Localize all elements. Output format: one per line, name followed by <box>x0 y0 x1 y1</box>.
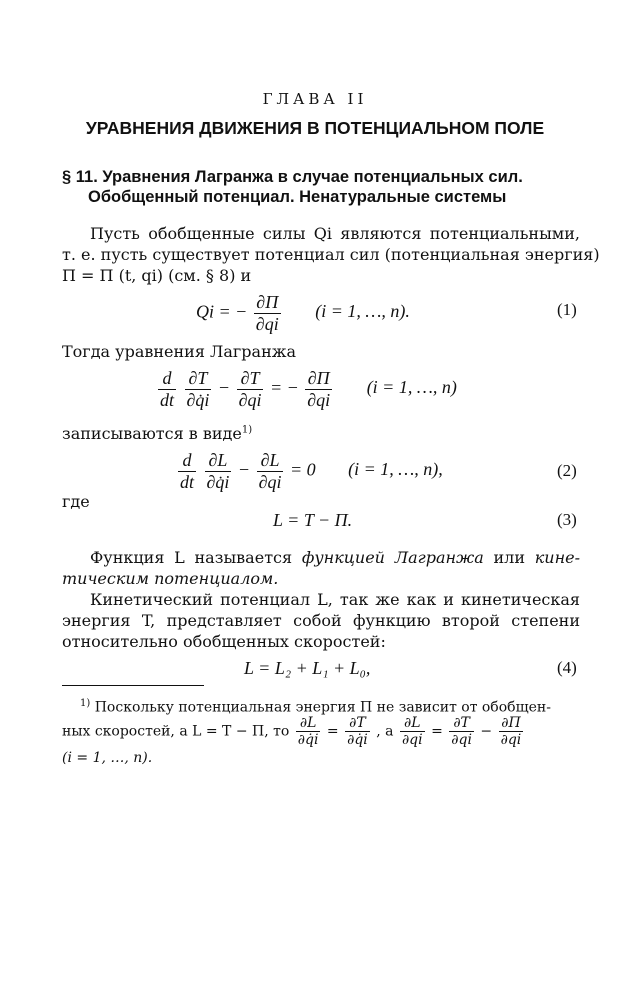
fn-f2num: ∂T <box>349 715 366 731</box>
para3-line3: относительно обобщенных скоростей: <box>62 632 386 651</box>
para3-line2: энергия T, представляет собой функцию второй степени <box>62 611 580 630</box>
eq1-num: ∂Π <box>256 292 279 312</box>
eq2-rhs: = 0 <box>289 459 316 480</box>
fn-a: , а <box>376 723 394 740</box>
eq2-den2: ∂qi <box>258 471 282 492</box>
eq1-fraction <box>254 292 281 334</box>
fn-f5den: ∂qi <box>500 732 522 749</box>
footnote-line3: (i = 1, …, n). <box>62 750 153 766</box>
lagr-den3: ∂qi <box>307 389 331 410</box>
equation-4: L = L₂ + L₁ + L₀, <box>244 658 371 678</box>
eq2-num2: ∂L <box>260 450 280 470</box>
section-heading-line2: Обобщенный потенциал. Ненатуральные системы <box>88 188 507 206</box>
fn-frac4 <box>449 715 474 748</box>
chapter-title: УРАВНЕНИЯ ДВИЖЕНИЯ В ПОТЕНЦИАЛЬНОМ ПОЛЕ <box>85 118 545 138</box>
para1-line2: т. е. пусть существует потенциал сил (потенциальная энергия) <box>62 245 600 264</box>
footnote-ref: 1) <box>241 424 253 436</box>
para1-line3: Π = Π (t, qi) (см. § 8) и <box>62 266 252 285</box>
fn-f2den: ∂q̇i <box>347 732 368 749</box>
fn-f1den: ∂q̇i <box>297 732 319 749</box>
fn-f4den: ∂qi <box>451 732 472 749</box>
eq1-den: ∂qi <box>255 313 279 334</box>
fn-f1num: ∂L <box>299 715 317 731</box>
fn-eq2: = <box>431 723 443 740</box>
eq2-num1: ∂L <box>208 450 228 470</box>
footnote-line1-text: Поскольку потенциальная энергия Π не зависит от обобщен- <box>90 699 551 716</box>
para3-line1: Кинетический потенциал L, так же как и кинетическая <box>90 590 580 609</box>
fn-frac3 <box>400 715 425 748</box>
para2-line2: тическим потенциалом. <box>62 569 279 588</box>
eq2-d: d <box>182 450 192 470</box>
para2-term: функцией Лагранжа <box>301 548 484 567</box>
footnote-line2-text: ных скоростей, а L = T − Π, то <box>62 723 290 740</box>
text-lagrange: Тогда уравнения Лагранжа <box>62 342 296 361</box>
equation-2 <box>176 450 443 492</box>
lagr-d: d <box>162 368 172 388</box>
lagr-frac1 <box>185 368 212 410</box>
fn-minus: − <box>480 723 493 740</box>
para1-line1: Пусть обобщенные силы Qi являются потенциальными, <box>90 224 580 243</box>
eq2-number: (2) <box>557 461 577 480</box>
section-heading-line1: § 11. Уравнения Лагранжа в случае потенциальных сил. <box>62 168 523 186</box>
eq2-minus: − <box>237 459 251 480</box>
eq1-condition: (i = 1, …, n). <box>315 301 410 322</box>
lagr-num1: ∂T <box>188 368 208 388</box>
equation-3: L = T − Π. <box>273 510 353 530</box>
eq2-dt: dt <box>180 471 195 492</box>
equation-1 <box>196 292 410 334</box>
para2-line1 <box>90 548 580 567</box>
lagr-den1: ∂q̇i <box>186 389 210 410</box>
footnote-line1 <box>80 698 551 716</box>
para2-c: или <box>483 548 535 567</box>
fn-frac5 <box>499 715 524 748</box>
fn-f5num: ∂Π <box>501 715 521 731</box>
para2-d: кине- <box>534 548 581 567</box>
lagr-minus: − <box>217 377 231 398</box>
lagr-ddt <box>158 368 176 410</box>
eq2-den1: ∂q̇i <box>206 471 230 492</box>
lagr-eqminus: = − <box>269 377 299 398</box>
lagr-frac3 <box>305 368 332 410</box>
fn-f3num: ∂L <box>404 715 421 731</box>
text-where: где <box>62 492 90 511</box>
lagr-dt: dt <box>160 389 175 410</box>
footnote-line2 <box>62 715 525 748</box>
eq2-condition: (i = 1, …, n), <box>348 459 443 480</box>
lagr-frac2 <box>237 368 264 410</box>
fn-eq1: = <box>326 723 339 740</box>
fn-f3den: ∂qi <box>401 732 423 749</box>
fn-frac1 <box>296 715 321 748</box>
fn-frac2 <box>345 715 370 748</box>
fn-f4num: ∂T <box>453 715 470 731</box>
lagr-num3: ∂Π <box>307 368 330 388</box>
eq2-ddt <box>178 450 196 492</box>
lagr-den2: ∂qi <box>238 389 262 410</box>
chapter-label: ГЛАВА II <box>262 90 368 108</box>
lagr-condition: (i = 1, …, n) <box>366 377 457 398</box>
eq2-frac2 <box>257 450 284 492</box>
footnote-rule <box>62 685 204 686</box>
footnote-mark: 1) <box>80 698 91 709</box>
equation-lagrange <box>156 368 457 410</box>
eq1-number: (1) <box>557 300 577 319</box>
para2-a: Функция L называется <box>90 548 302 567</box>
eq1-lhs: Qi = − <box>196 301 248 322</box>
eq2-frac1 <box>205 450 232 492</box>
text-written <box>62 424 252 443</box>
lagr-num2: ∂T <box>240 368 260 388</box>
eq4-number: (4) <box>557 658 577 677</box>
text-written-body: записываются в виде <box>62 424 242 443</box>
eq3-number: (3) <box>557 510 577 529</box>
